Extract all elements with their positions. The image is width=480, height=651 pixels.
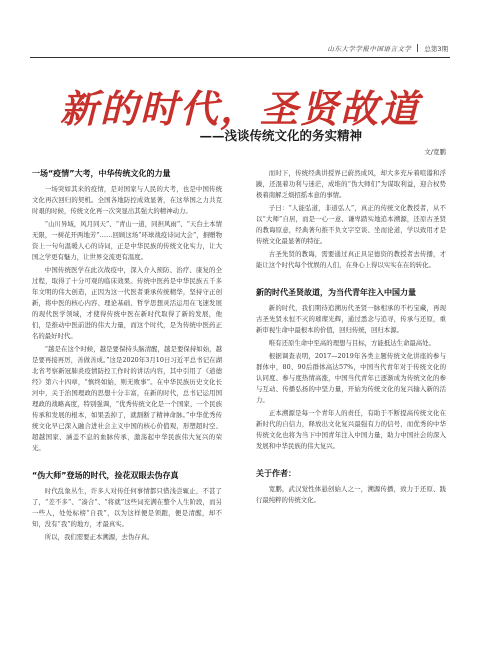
- paragraph: 子曰：“人能弘道，非道弘人”，真正的传统文化教授者，从不以“大师”自居，而是一心一意、谦卑踏实地追本溯源，还原古圣贤的教诲原意，经典著句推不负文字空谈、坐而论道，学以致用才是传统文化最显著的特征。: [256, 204, 446, 245]
- paragraph: 一场突如其来的疫情，是对国家与人民的大考，也是中国传统文化再次回归的契机。全国各地防控成效显著，在这举国之力共克时艰的时候，传统文化再一次突显出其强大的精神动力。: [32, 185, 222, 215]
- page-header: [327, 42, 448, 54]
- left-column: [32, 168, 222, 545]
- section-heading: 新的时代圣贤故道，为当代青年注入中国力量: [256, 288, 416, 297]
- header-divider: [30, 57, 450, 58]
- paragraph: 中国传统医学在此次战疫中，深入介入预防、治疗、康复的全过程，取得了十分可观的临床效果。传统中医药是中华民族五千多年文明的伟大创造，正因为这一代医者秉承传统精华，坚持守正创新，将中医的核心内容、理论基础、哲学思想灵活运用在飞速发展的现代医学领域，才使得传统中医在新时代取得了新的发展，他们，是推动中医前进的伟大力量，而这个时代，是为传统中医药正名的最好时代。: [32, 266, 222, 340]
- paragraph: 古圣先贤的教诲，需要通过真正具足德资的教授者去传播，才能让这个时代每个忧娱的人们，在身心上得以实实在在的转化。: [256, 250, 446, 269]
- paragraph: 所以，我们需要正本溯源，去伪存真。: [44, 533, 154, 541]
- issue-number: 总第3期: [424, 44, 448, 53]
- paragraph: 唯有还原生命中至高的理想与目标，方能抵达生命最高处。: [268, 339, 435, 347]
- right-column: [256, 168, 446, 508]
- paragraph: 新的时代，我们期待追溯历代圣贤一脉相承的不朽宝藏，再现古圣先贤永恒不灭的璀璨光辉，通过悉念与追寻，传承与还原，重新审视生命中最根本的价值，回归传统，回归本源。: [256, 304, 446, 334]
- paragraph: “山川异域，风月同天”、“青山一道，同担风雨”、“天台土本情无限，一树花开两地芳”……回顾这场“环球战疫诗词大会”，捐赠物资上一句句温暖人心的诗词，正是中华民族的传统文化实力，让大国之学更有魅力，让世界交流更有温度。: [32, 220, 222, 261]
- author-bio: 宽鹏，武汉觉性体悬创始人之一，溯源传播，致力于还原、践行最纯粹的传统文化。: [256, 485, 446, 504]
- author-bio-heading: 关于作者：: [256, 469, 296, 478]
- article-author: 文/宽鹏: [424, 148, 446, 156]
- magazine-name: 山东大学学报中国语言文学: [327, 44, 412, 53]
- section-heading: 一场“疫情”大考，中华传统文化的力量: [32, 169, 171, 178]
- section-heading: “伪大师”登场的时代，捡花双眼去伪存真: [32, 471, 179, 480]
- paragraph: “越是在这个时候，越是要保持头脑清醒，越是要保持如始，越是要再接再厉，善做善成。”这是2020年3月10日习近平总书记在湖北省考察新冠肺炎疫情防控工作时的讲话内容，其中引用了《道德经》第六十四章，“慎终如始，则无败事”。在中华民族历史文化长河中，关于治国理政的思想十分丰富，在新的时代，总书记运用国理政的战略高度，特别强调，“优秀传统文化是一个国家、一个民族传承和发展的根本，如果丢掉了，就割断了精神命脉。”中华优秀传统文化早已深入融合进社会主义中国的核心价值观，形塑超时空、超越国家、涵盖不息的血脉传承，激荡起中华民族伟大复兴的荣光。: [32, 345, 222, 452]
- paragraph: 正本溯源是每一个青年人的责任，有助于不断提高传统文化在新时代的自信力，释放出文化复兴最强有力的信号，而优秀的中华传统文化也将为当下中国青年注入中国力量，助力中国社会的深入发展和中华民族的伟大复兴。: [256, 409, 446, 450]
- paragraph: 而时下，传统经典讲授界已蔚然成风，却大多充斥着喧嚣和浮躁，还混着功利与迷茫，成堆的“伪大师们”为谋取利益，迎合权势极着南解乏烦招摇本意的事情。: [256, 169, 446, 199]
- header-separator: [417, 44, 418, 52]
- paragraph: 根据调查表明，2017—2019年各类主题传统文化讲座的参与群体中，80、90后群体高达57%，中国当代青年对于传统文化的认同度、参与度热情高涨，中国当代青年已逐渐成为传统文化的参与互动、传播弘扬的中坚力量，开始为传统文化的复兴输入新的活力。: [256, 352, 446, 404]
- article-subtitle: ——浅谈传统文化的务实精神: [199, 128, 362, 143]
- paragraph: 时代乱象丛生，许多人对传任何事情都只惜浅尝辄止，不甚了了，“差不多”、“凑合”、“将就”这些词充满在整个人生阶段，而另一些人，处处标榜“自我”，以为这样便是领跑，便是清醒，却不知，没有“我”的地方，才最真实。: [32, 487, 222, 528]
- article-title: 新的时代，圣贤故道: [59, 87, 420, 131]
